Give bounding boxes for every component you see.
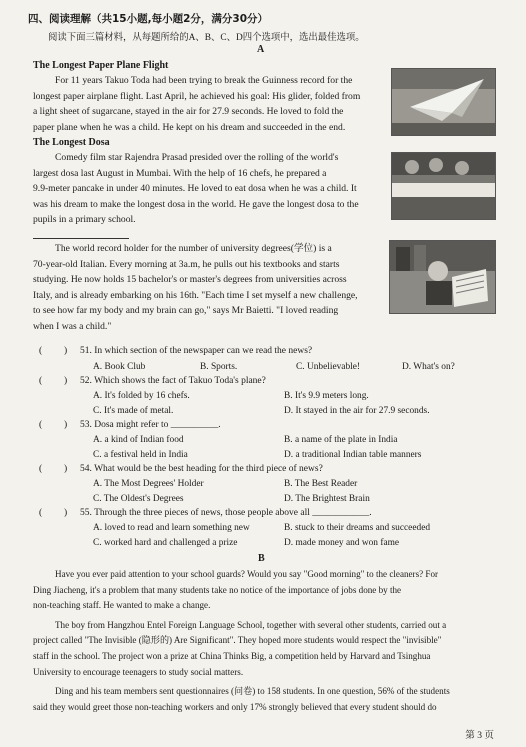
question-54-option-a: A. The Most Degrees' Holder <box>93 479 204 489</box>
degree-holder-photo <box>389 240 496 314</box>
question-51-option-d: D. What's on? <box>402 362 455 372</box>
answer-paren-close: ) <box>64 508 68 518</box>
answer-paren-open: ( <box>39 420 43 430</box>
story2-line: was his dream to make the longest dosa in the world. He gave the longest dosa to the <box>33 198 359 210</box>
passage-b-line: The boy from Hangzhou Entel Foreign Language School, together with several other students, carried out a <box>55 619 447 630</box>
answer-paren-open: ( <box>39 464 43 474</box>
story3-line: when I was a child." <box>33 320 112 332</box>
question-52-option-a: A. It's folded by 16 chefs. <box>93 391 190 401</box>
question-53-option-c: C. a festival held in India <box>93 450 188 460</box>
story2-line: Comedy film star Rajendra Prasad presided over the rolling of the world's <box>55 152 339 163</box>
question-55-option-a: A. loved to read and learn something new <box>93 523 250 533</box>
answer-paren-open: ( <box>39 346 43 356</box>
story3-line: studying. He now holds 15 bachelor's or master's degrees from universities across <box>33 274 347 286</box>
story2-line: 9.9-meter pancake in under 40 minutes. He loved to eat dosa when he was a child. It <box>33 183 357 195</box>
paper-plane-icon <box>392 69 495 135</box>
story2-line: pupils in a primary school. <box>33 214 136 226</box>
question-51-option-b: B. Sports. <box>200 362 238 372</box>
question-53-stem <box>80 420 221 430</box>
question-51-option-c: C. Unbelievable! <box>296 362 361 372</box>
story1-line: paper plane when he was a child. He kept on his dream and succeeded in the end. <box>33 121 346 133</box>
question-54-option-b: B. The Best Reader <box>284 479 358 489</box>
passage-b-line: project called "The Invisible (隐形的) Are Significant". They hoped more students would respect the "invisible" <box>33 635 442 646</box>
question-54-stem: 54. What would be the best heading for the third piece of news? <box>80 464 323 474</box>
story3-line: The world record holder for the number of university degrees(学位) is a <box>55 243 332 254</box>
passage-a-label: A <box>257 44 265 55</box>
question-51-option-a: A. Book Club <box>93 362 146 372</box>
passage-b-line: staff in the school. The project won a prize at China Thinks Big, a competition held by Harvard and Tsinghua <box>33 650 431 661</box>
answer-paren-close: ) <box>64 376 68 386</box>
answer-paren-close: ) <box>64 464 68 474</box>
passage-b-label: B <box>258 553 265 564</box>
story2-body <box>33 150 381 228</box>
story1-line: a light sheet of sugarcane, stayed in the air for 27.9 seconds. He loved to fold the <box>33 106 344 118</box>
answer-blank: ____________. <box>312 508 372 518</box>
paper-plane-photo <box>391 68 496 136</box>
question-53-text: 53. Dosa might refer to <box>80 420 171 430</box>
story1-line: longest paper airplane flight. Last April, he achieved his goal: His glider, folded from <box>33 90 361 102</box>
question-52-option-c: C. It's made of metal. <box>93 406 174 416</box>
story3-line: Italy, and is already embarking on his 16th. "Each time I set myself a new challenge, <box>33 289 358 301</box>
answer-paren-close: ) <box>64 420 68 430</box>
question-52-option-d: D. It stayed in the air for 27.9 seconds. <box>284 406 430 416</box>
instruction-text: 阅读下面三篇材料，从每题所给的A、B、C、D四个选项中，选出最佳选项。 <box>48 33 365 43</box>
story1-line: For 11 years Takuo Toda had been trying to break the Guinness record for the <box>55 75 353 86</box>
answer-paren-close: ) <box>64 346 68 356</box>
story3-line: to see how far my body and my brain can go," says Mr Baietti. "I loved reading <box>33 305 339 317</box>
passage-b-line: Have you ever paid attention to your school guards? Would you say "Good morning" to the cleaners? For <box>55 569 439 579</box>
question-52-option-b: B. It's 9.9 meters long. <box>284 391 369 401</box>
answer-paren-open: ( <box>39 376 43 386</box>
dosa-icon <box>392 153 495 219</box>
question-53-option-b: B. a name of the plate in India <box>284 435 398 445</box>
story3-line: 70-year-old Italian. Every morning at 3a.m, he pulls out his textbooks and starts <box>33 258 340 270</box>
question-55-option-d: D. made money and won fame <box>284 538 400 548</box>
passage-b-line: University to encourage teenagers to study social matters. <box>33 666 244 677</box>
passage-b-body <box>33 567 495 715</box>
question-54-option-d: D. The Brightest Brain <box>284 494 370 504</box>
question-52-stem: 52. Which shows the fact of Takuo Toda's plane? <box>80 376 266 386</box>
passage-b-line: non-teaching staff. He wanted to make a change. <box>33 600 211 611</box>
story1-title: The Longest Paper Plane Flight <box>33 60 169 71</box>
story2-line: largest dosa last August in Mumbai. With the help of 16 chefs, he prepared a <box>33 167 327 179</box>
answer-blank: __________. <box>170 420 221 430</box>
question-51-stem: 51. In which section of the newspaper can we read the news? <box>80 346 313 356</box>
passage-b-line: said they would greet those non-teaching workers and only 17% strongly believed that every student should do <box>33 701 437 712</box>
question-53-option-d: D. a traditional Indian table manners <box>284 450 422 460</box>
question-54-option-c: C. The Oldest's Degrees <box>93 494 184 504</box>
dosa-photo <box>391 152 496 220</box>
question-55-option-b: B. stuck to their dreams and succeeded <box>284 523 431 533</box>
story1-body <box>33 73 381 135</box>
section-title: 四、阅读理解（共15小题,每小题2分，满分30分） <box>28 13 269 25</box>
passage-b-line: Ding Jiacheng, it's a problem that many students take no notice of the importance of jobs done by the <box>33 584 402 595</box>
story2-title: The Longest Dosa <box>33 137 110 148</box>
story3-body <box>33 241 383 335</box>
question-55-stem <box>80 508 372 518</box>
answer-paren-open: ( <box>39 508 43 518</box>
question-55-option-c: C. worked hard and challenged a prize <box>93 538 238 548</box>
passage-b-line: Ding and his team members sent questionnaires (问卷) to 158 students. In one question, 56% of the students <box>55 686 450 697</box>
question-55-text: 55. Through the three pieces of news, those people above all <box>80 508 313 518</box>
divider <box>33 238 129 239</box>
page-number: 第 3 页 <box>465 730 494 741</box>
old-man-reading-icon <box>390 241 495 313</box>
question-53-option-a: A. a kind of Indian food <box>93 435 184 445</box>
